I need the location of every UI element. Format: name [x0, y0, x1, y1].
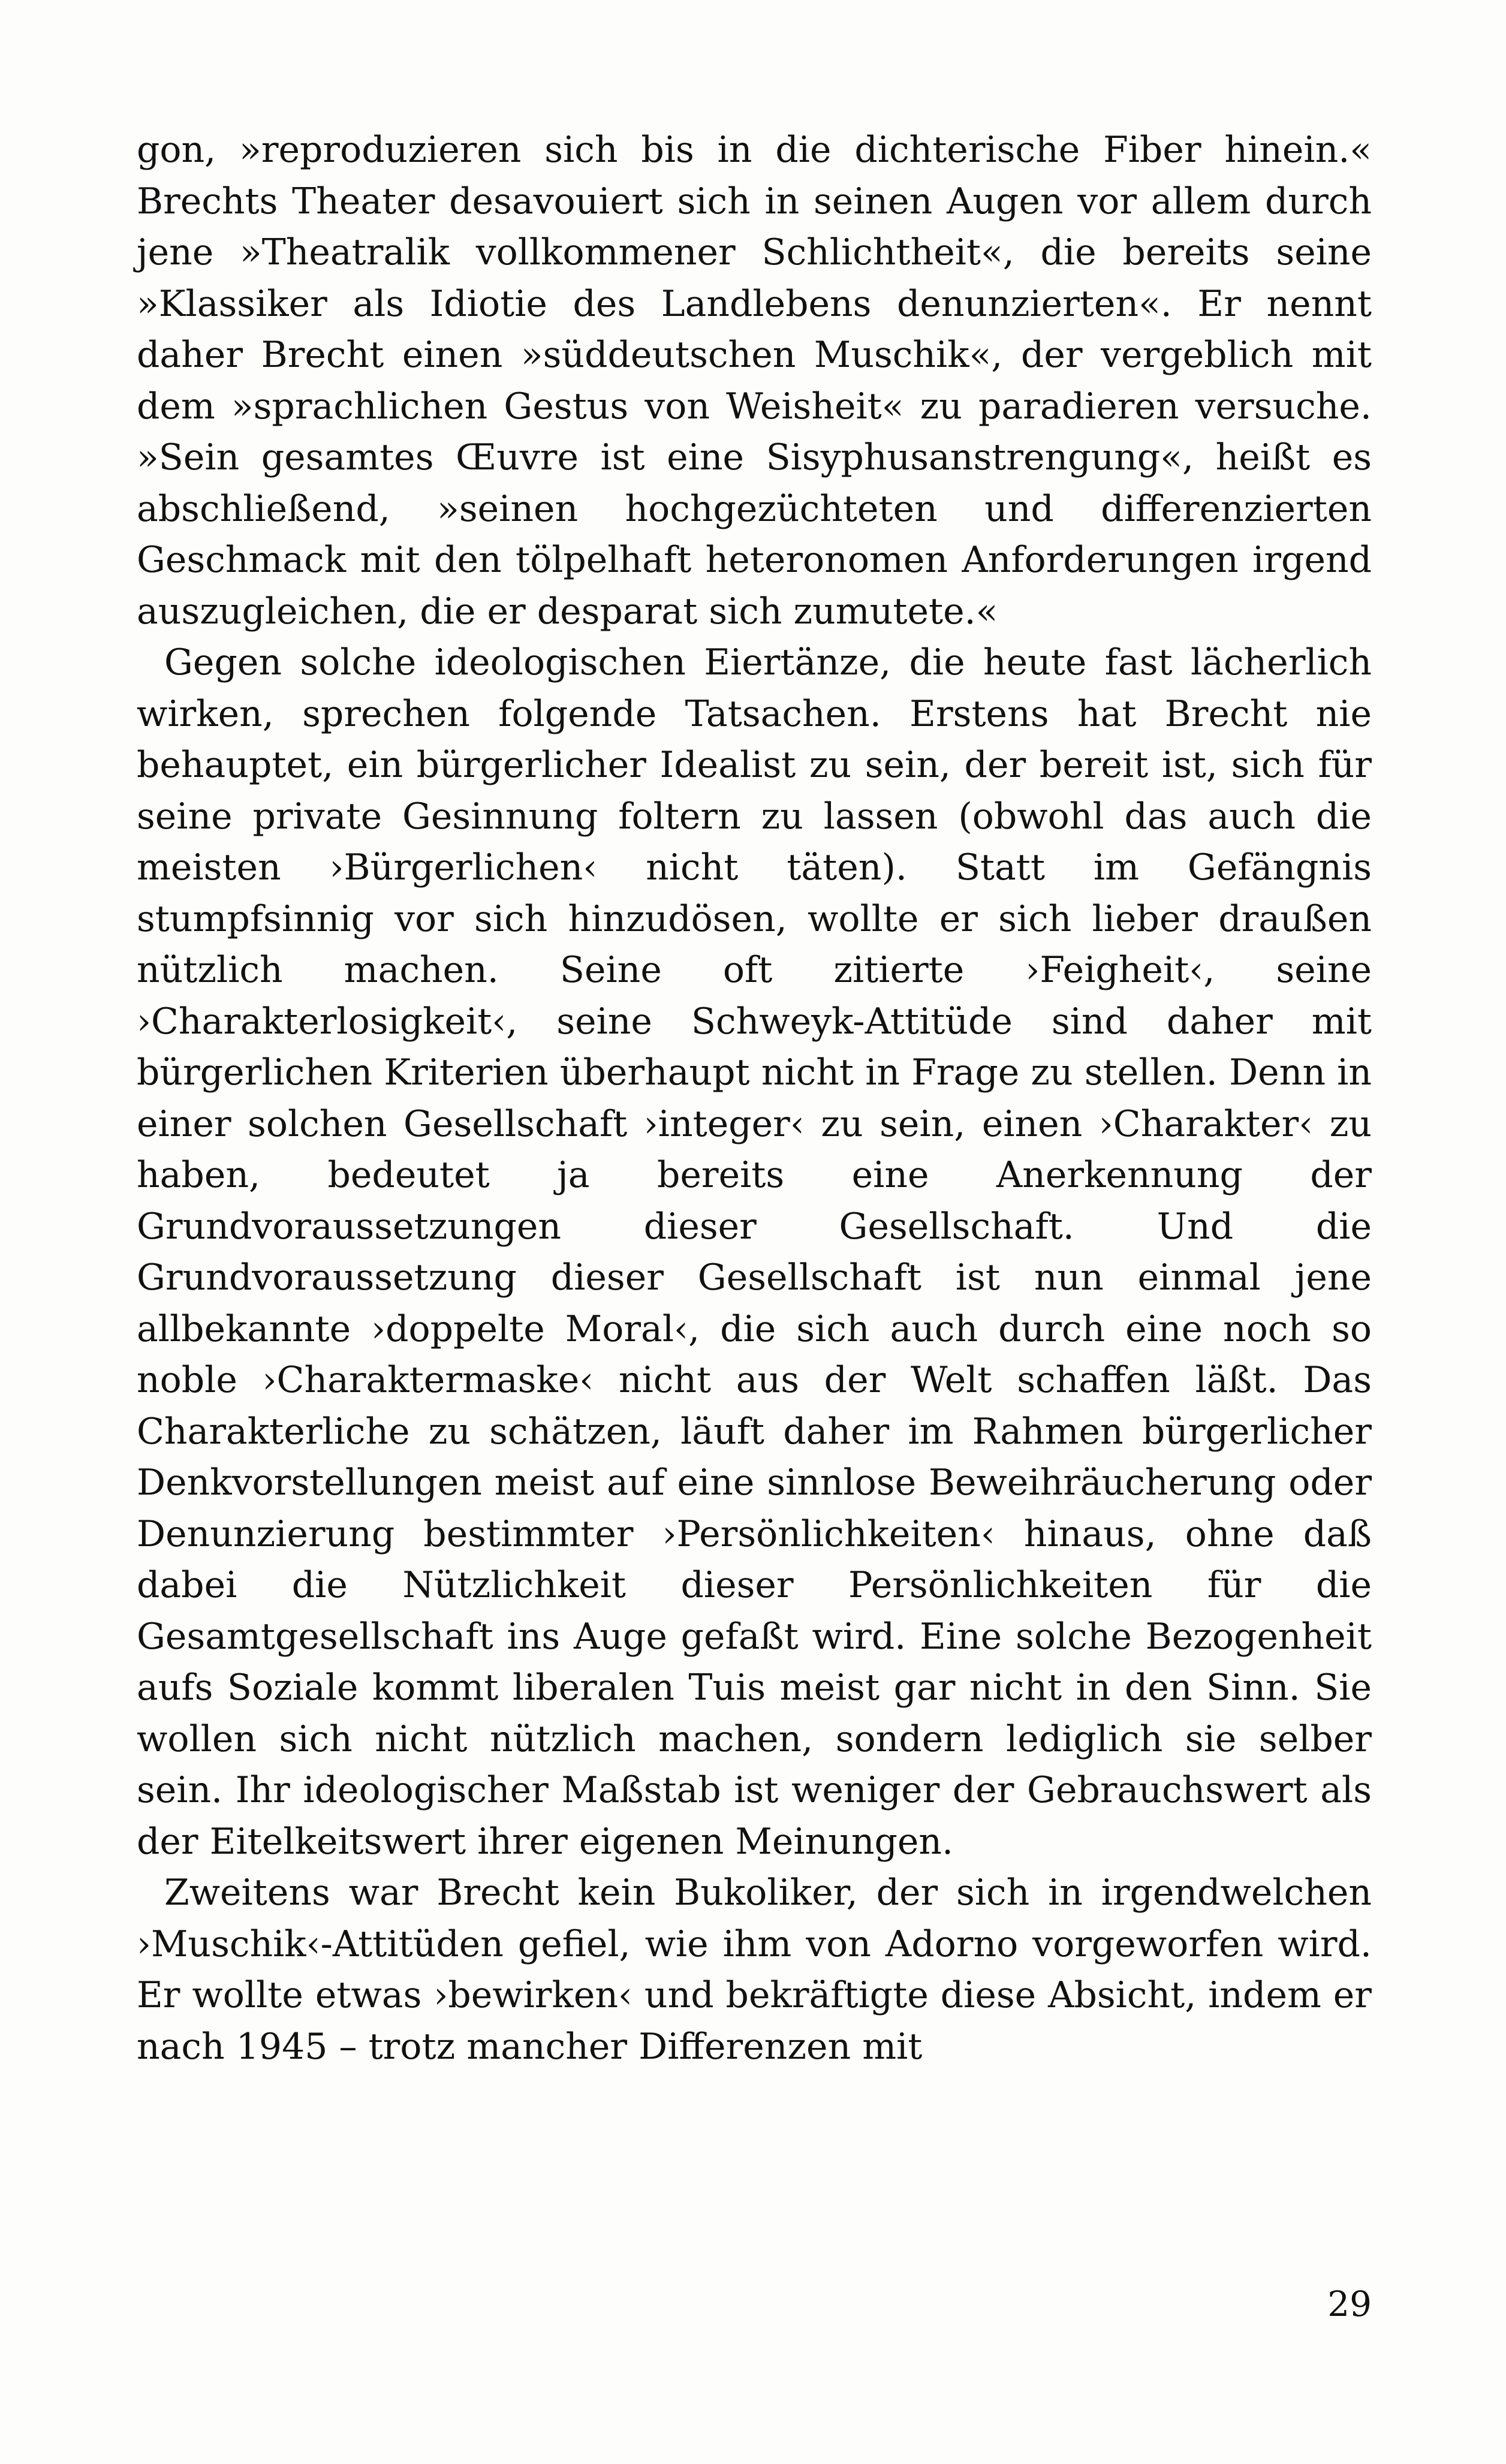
paragraph-2: Gegen solche ideologischen Eiertänze, die heute fast lächerlich wirken, sprechen folgende Tatsachen. Erstens hat Brecht nie behauptet, ein bürgerlicher Idealist zu sein, der bereit ist, sich für seine private Gesinnung foltern zu lassen (obwohl das auch die meisten ›Bürgerlichen‹ nicht täten). Statt im Gefängnis stumpfsinnig vor sich hinzudösen, wollte er sich lieber draußen nützlich machen. Seine oft zitierte ›Feigheit‹, seine ›Charakterlosigkeit‹, seine Schweyk-Attitüde sind daher mit bürgerlichen Kriterien überhaupt nicht in Frage zu stellen. Denn in einer solchen Gesellschaft ›integer‹ zu sein, einen ›Charakter‹ zu haben, bedeutet ja bereits eine Anerkennung der Grundvoraussetzungen dieser Gesellschaft. Und die Grundvoraussetzung dieser Gesellschaft ist nun einmal jene allbekannte ›doppelte Moral‹, die sich auch durch eine noch so noble ›Charaktermaske‹ nicht aus der Welt schaffen läßt. Das Charakterliche zu schätzen, läuft daher im Rahmen bürgerlicher Denkvorstellungen meist auf eine sinnlose Beweihräucherung oder Denunzierung bestimmter ›Persönlichkeiten‹ hinaus, ohne daß dabei die Nützlichkeit dieser Persönlichkeiten für die Gesamtgesellschaft ins Auge gefaßt wird. Eine solche Bezogenheit aufs Soziale kommt liberalen Tuis meist gar nicht in den Sinn. Sie wollen sich nicht nützlich machen, sondern lediglich sie selber sein. Ihr ideologischer Maßstab ist weniger der Gebrauchswert als der Eitelkeitswert ihrer eigenen Meinungen. [137, 641, 1372, 1863]
page-number: 29 [1327, 2284, 1372, 2324]
body-text [137, 125, 1372, 2073]
paragraph-1: gon, »reproduzieren sich bis in die dichterische Fiber hinein.« Brechts Theater desavouiert sich in seinen Augen vor allem durch jene »Theatralik vollkommener Schlichtheit«, die bereits seine »Klassiker als Idiotie des Landlebens denunzierten«. Er nennt daher Brecht einen »süddeutschen Muschik«, der vergeblich mit dem »sprachlichen Gestus von Weisheit« zu paradieren versuche. »Sein gesamtes Œuvre ist eine Sisyphusanstrengung«, heißt es abschließend, »seinen hochgezüchteten und differenzierten Geschmack mit den tölpelhaft heteronomen Anforderungen irgend auszugleichen, die er desparat sich zumutete.« [137, 129, 1372, 632]
paragraph-3: Zweitens war Brecht kein Bukoliker, der sich in irgendwelchen ›Muschik‹-Attitüden gefiel, wie ihm von Adorno vorgeworfen wird. Er wollte etwas ›bewirken‹ und bekräftigte diese Absicht, indem er nach 1945 – trotz mancher Differenzen mit [137, 1872, 1372, 2068]
